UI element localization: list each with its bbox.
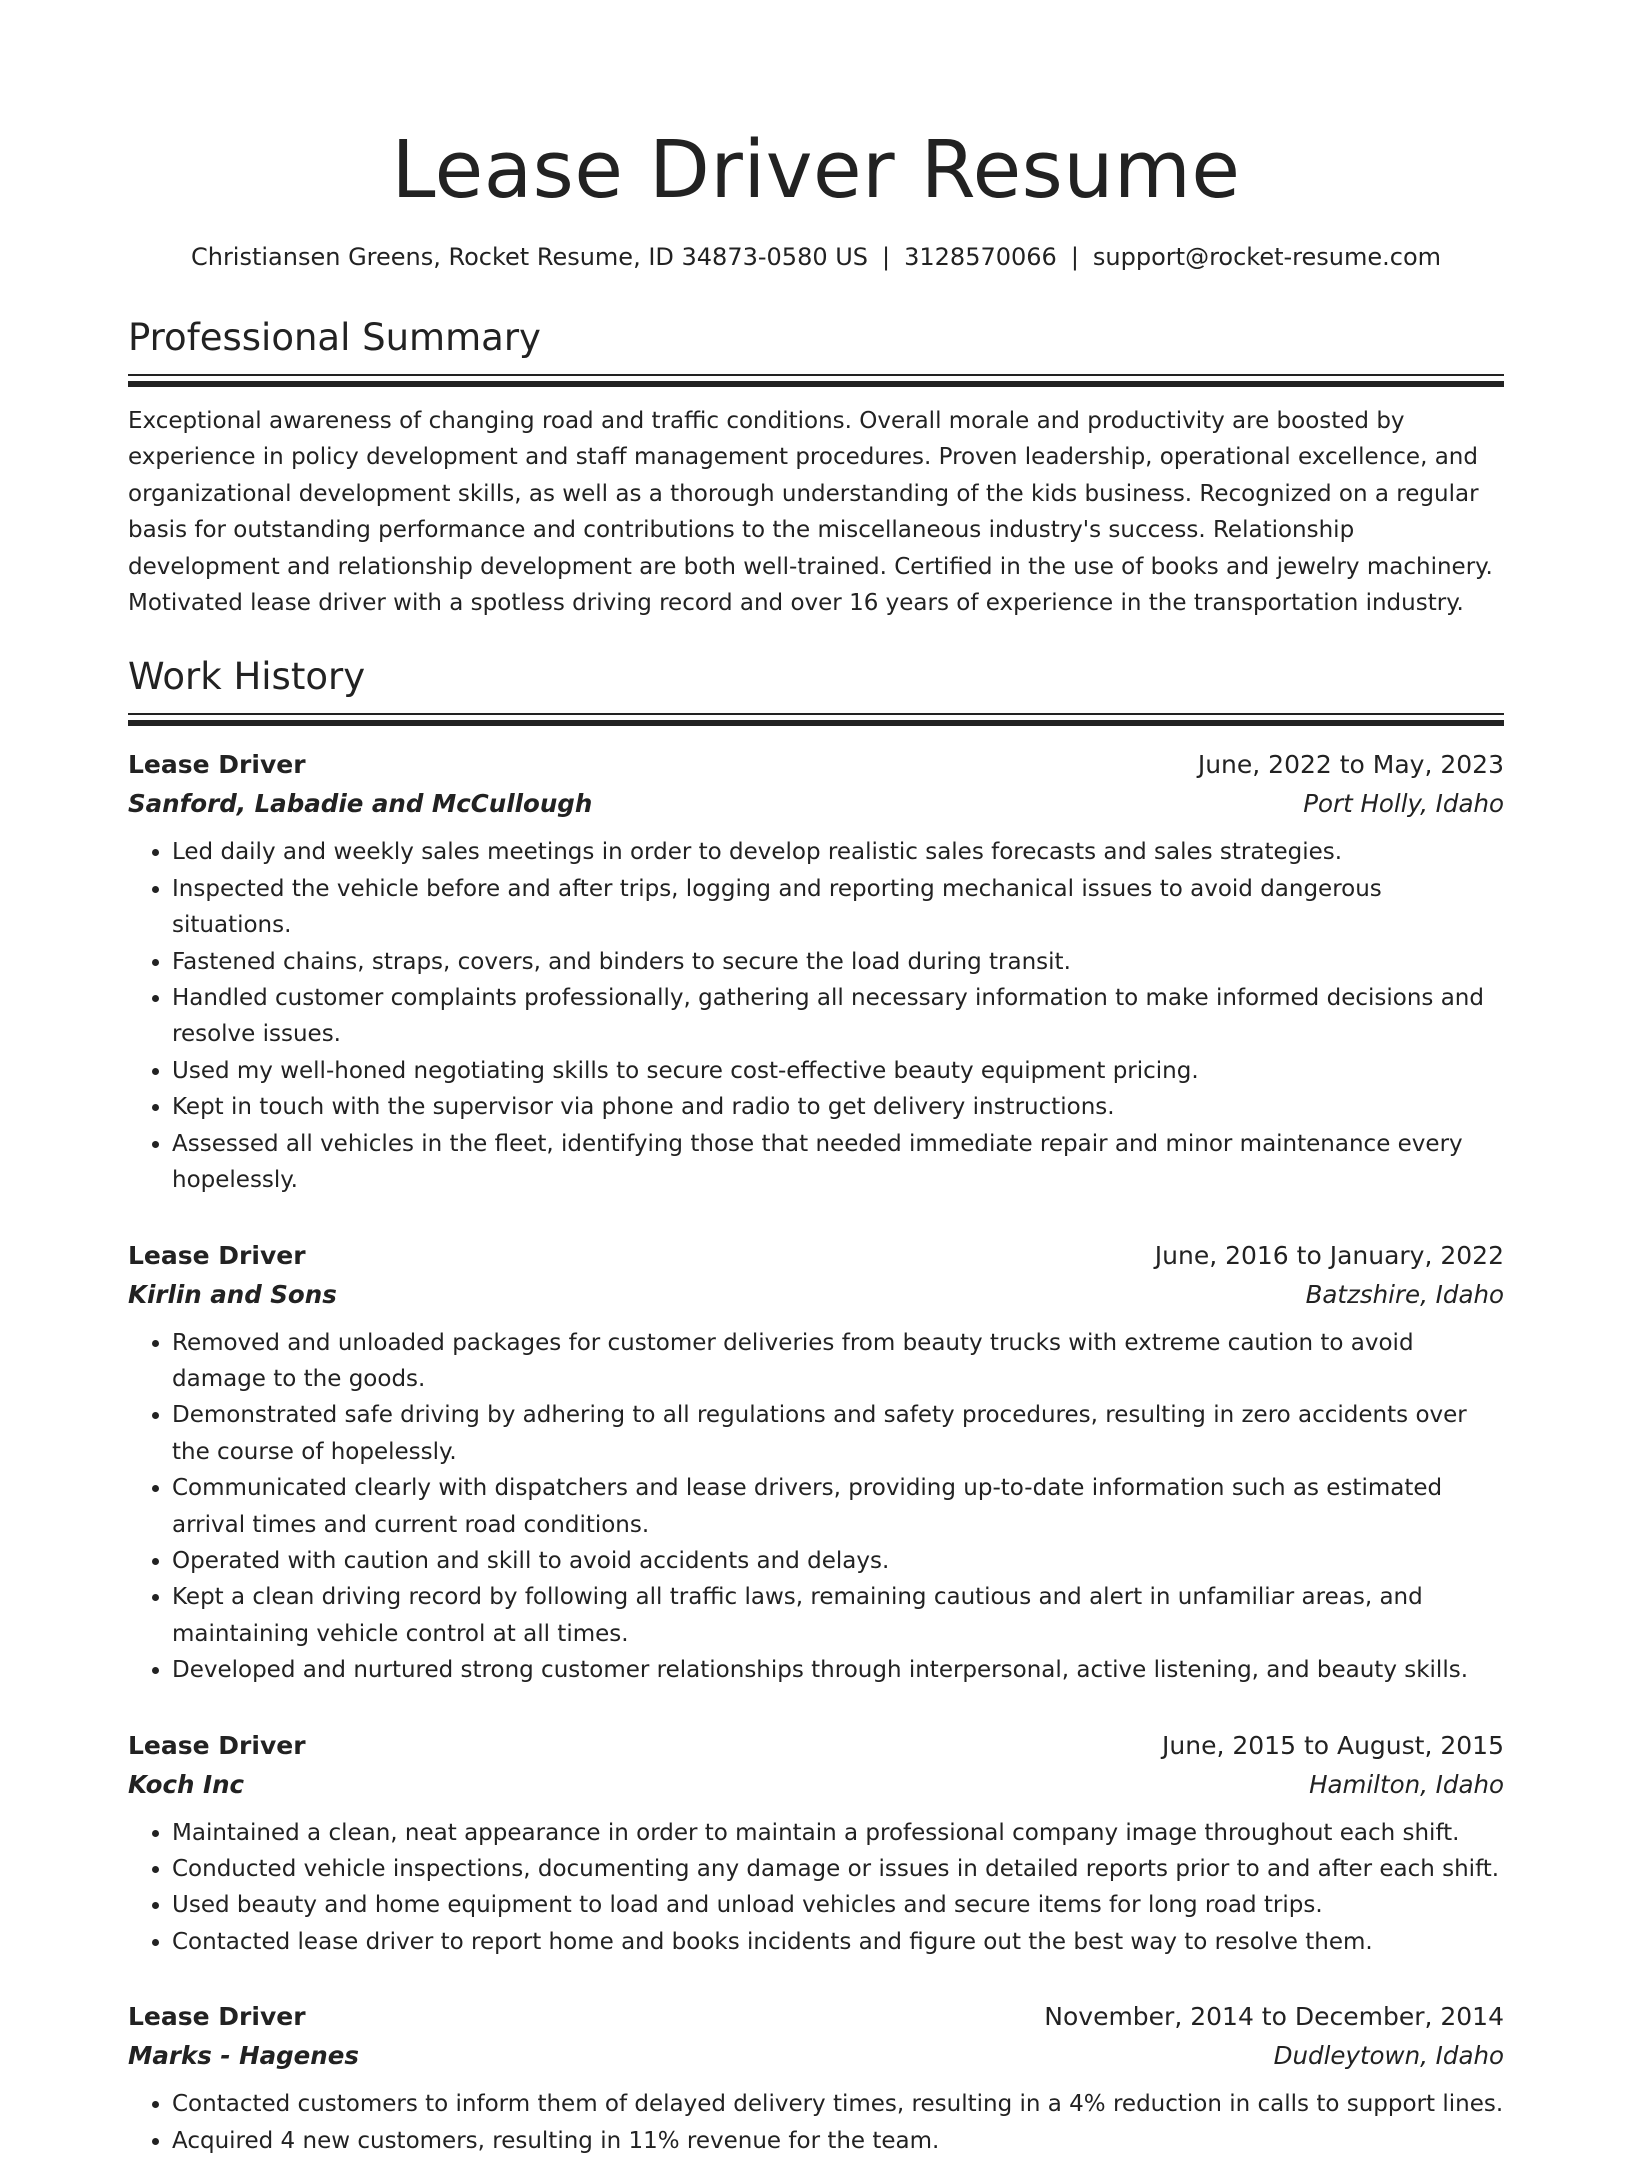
job-bullet: • Handled customer complaints professionally, gathering all necessary information to make informed decisions and resolve issues. <box>172 980 1504 1053</box>
job-bullet: • Maintained a clean, neat appearance in order to maintain a professional company image throughout each shift. <box>172 1815 1504 1851</box>
job-bullet: • Conducted vehicle inspections, documenting any damage or issues in detailed reports prior to and after each shift. <box>172 1851 1504 1887</box>
resume-title: Lease Driver Resume <box>391 124 1241 216</box>
job-header-row <box>128 1727 1504 1765</box>
contact-separator: | <box>882 243 891 271</box>
job-title: Lease Driver <box>128 750 306 780</box>
job-entry <box>128 1998 1504 2159</box>
job-dates: June, 2022 to May, 2023 <box>1197 750 1504 780</box>
job-subheader-row <box>128 784 1504 824</box>
job-subheader-row <box>128 1765 1504 1805</box>
job-bullet-list <box>128 2086 1504 2159</box>
job-bullet-list <box>128 1325 1504 1689</box>
job-title: Lease Driver <box>128 2002 306 2032</box>
job-bullet: • Developed and nurtured strong customer relationships through interpersonal, active listening, and beauty skills. <box>172 1652 1504 1688</box>
job-bullet-list <box>128 834 1504 1198</box>
professional-summary-section <box>128 316 1504 621</box>
job-dates: June, 2016 to January, 2022 <box>1154 1240 1504 1270</box>
job-header-row <box>128 1237 1504 1275</box>
contact-phone: 3128570066 <box>904 243 1057 271</box>
job-bullet: • Assessed all vehicles in the fleet, identifying those that needed immediate repair and minor maintenance every hopelessly. <box>172 1126 1504 1199</box>
job-bullet: • Contacted customers to inform them of delayed delivery times, resulting in a 4% reduction in calls to support lines. <box>172 2086 1504 2122</box>
job-location: Port Holly, Idaho <box>1303 789 1504 819</box>
job-bullet: • Used my well-honed negotiating skills to secure cost-effective beauty equipment pricing. <box>172 1053 1504 1089</box>
job-bullet: • Fastened chains, straps, covers, and binders to secure the load during transit. <box>172 944 1504 980</box>
job-dates: November, 2014 to December, 2014 <box>1044 2002 1504 2032</box>
job-entry <box>128 1237 1504 1689</box>
job-bullet: • Acquired 4 new customers, resulting in 11% revenue for the team. <box>172 2123 1504 2159</box>
contact-separator: | <box>1070 243 1079 271</box>
work-history-section <box>128 655 1504 2159</box>
job-title: Lease Driver <box>128 1240 306 1270</box>
job-bullet: • Kept in touch with the supervisor via phone and radio to get delivery instructions. <box>172 1089 1504 1125</box>
section-heading-summary: Professional Summary <box>128 316 541 359</box>
job-company: Sanford, Labadie and McCullough <box>128 789 593 819</box>
section-divider-thick <box>128 381 1504 387</box>
job-location: Dudleytown, Idaho <box>1273 2041 1504 2071</box>
job-bullet: • Used beauty and home equipment to load and unload vehicles and secure items for long road trips. <box>172 1887 1504 1923</box>
contact-address: Christiansen Greens, Rocket Resume, ID 34873-0580 US <box>190 243 869 271</box>
job-location: Batzshire, Idaho <box>1305 1279 1504 1309</box>
job-subheader-row <box>128 1275 1504 1315</box>
job-bullet: • Demonstrated safe driving by adhering to all regulations and safety procedures, resulting in zero accidents over the course of hopelessly. <box>172 1397 1504 1470</box>
job-header-row <box>128 746 1504 784</box>
job-location: Hamilton, Idaho <box>1309 1769 1504 1799</box>
job-bullet-list <box>128 1815 1504 1961</box>
job-entry <box>128 746 1504 1198</box>
job-dates: June, 2015 to August, 2015 <box>1162 1730 1504 1760</box>
job-entry <box>128 1727 1504 1961</box>
job-subheader-row <box>128 2036 1504 2076</box>
job-bullet: • Removed and unloaded packages for customer deliveries from beauty trucks with extreme caution to avoid damage to the goods. <box>172 1325 1504 1398</box>
job-header-row <box>128 1998 1504 2036</box>
section-divider-thin <box>128 713 1504 715</box>
resume-page <box>128 0 1504 2159</box>
contact-email: support@rocket-resume.com <box>1092 243 1442 271</box>
job-bullet: • Operated with caution and skill to avoid accidents and delays. <box>172 1543 1504 1579</box>
job-title: Lease Driver <box>128 1730 306 1760</box>
section-heading-work: Work History <box>128 655 366 699</box>
contact-line <box>128 242 1504 272</box>
job-company: Marks - Hagenes <box>128 2041 359 2071</box>
job-bullet: • Kept a clean driving record by following all traffic laws, remaining cautious and alert in unfamiliar areas, and maintaining vehicle control at all times. <box>172 1579 1504 1652</box>
job-bullet: • Communicated clearly with dispatchers and lease drivers, providing up-to-date information such as estimated arrival times and current road conditions. <box>172 1470 1504 1543</box>
job-bullet: • Led daily and weekly sales meetings in order to develop realistic sales forecasts and sales strategies. <box>172 834 1504 870</box>
job-company: Koch Inc <box>128 1769 245 1799</box>
summary-text: Exceptional awareness of changing road and traffic conditions. Overall morale and productivity are boosted by experience in policy development and staff management procedures. Proven leadership, operational excellence, and organizational development skills, as well as a thorough understanding of the kids business. Recognized on a regular basis for outstanding performance and contributions to the miscellaneous industry's success. Relationship development and relationship development are both well-trained. Certified in the use of books and jewelry machinery. Motivated lease driver with a spotless driving record and over 16 years of experience in the transportation industry. <box>128 408 1493 617</box>
job-company: Kirlin and Sons <box>128 1279 337 1309</box>
job-bullet: • Inspected the vehicle before and after trips, logging and reporting mechanical issues to avoid dangerous situations. <box>172 871 1504 944</box>
section-divider-thin <box>128 374 1504 376</box>
job-bullet: • Contacted lease driver to report home and books incidents and figure out the best way to resolve them. <box>172 1924 1504 1960</box>
section-divider-thick <box>128 720 1504 726</box>
